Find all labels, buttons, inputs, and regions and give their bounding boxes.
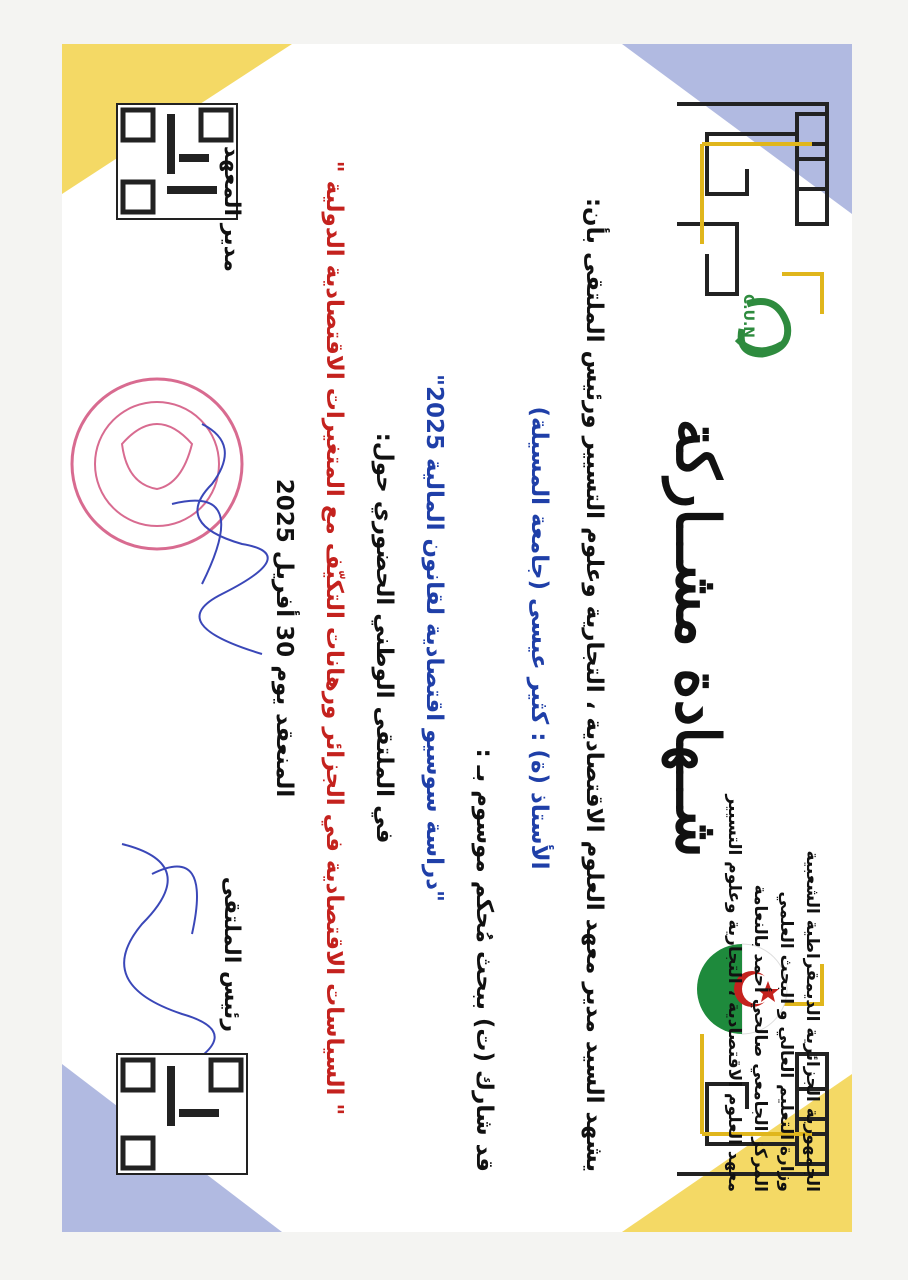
body-line-5: في الملتقى الوطني الحضوري حول: bbox=[371, 432, 397, 844]
paper-title: "دراسة سوسيو اقتصادية لقانون المالية 2025" bbox=[421, 373, 447, 903]
body-line-3: قد شارك (ت) ببحث مُحكم موسوم بـ : bbox=[471, 748, 497, 1172]
logo-text: C.U.N bbox=[740, 294, 756, 338]
certificate-page bbox=[62, 44, 852, 1232]
certificate-title: شــهادة مشــاركة bbox=[662, 418, 732, 858]
certificate-content bbox=[62, 44, 852, 1232]
header-line-2: وزارة التعليم العالي و البحث العلمي bbox=[776, 891, 796, 1192]
director-label: مدير المعهد bbox=[219, 145, 244, 272]
header-line-3: المركز الجامعي صالحي أحمد بالنعامة bbox=[750, 884, 770, 1192]
conference-date: المنعقد يوم 30 أفريل 2025 bbox=[271, 478, 297, 798]
body-line-1: يشهد السيد مدير معهد العلوم الاقتصادية ، التجارية وعلوم التسيير ورئيس الملتقى بأن: bbox=[581, 197, 607, 1172]
participant-name: الأستاذ (ة) : كثير عيسى (جامعة المسيلة) bbox=[526, 406, 552, 870]
header-line-4: معهد العلوم الاقتصادية ، التجارية وعلوم التسيير bbox=[724, 794, 744, 1192]
header-line-1: الجمهورية الجزائرية الديمقراطية الشعبية bbox=[802, 850, 822, 1192]
chair-label: رئيس الملتقى bbox=[219, 876, 244, 1032]
conference-title: " السياسات الاقتصادية في الجزائر ورهانات التكيّف مع المتغيرات الاقتصادية الدولية " bbox=[321, 160, 347, 1116]
